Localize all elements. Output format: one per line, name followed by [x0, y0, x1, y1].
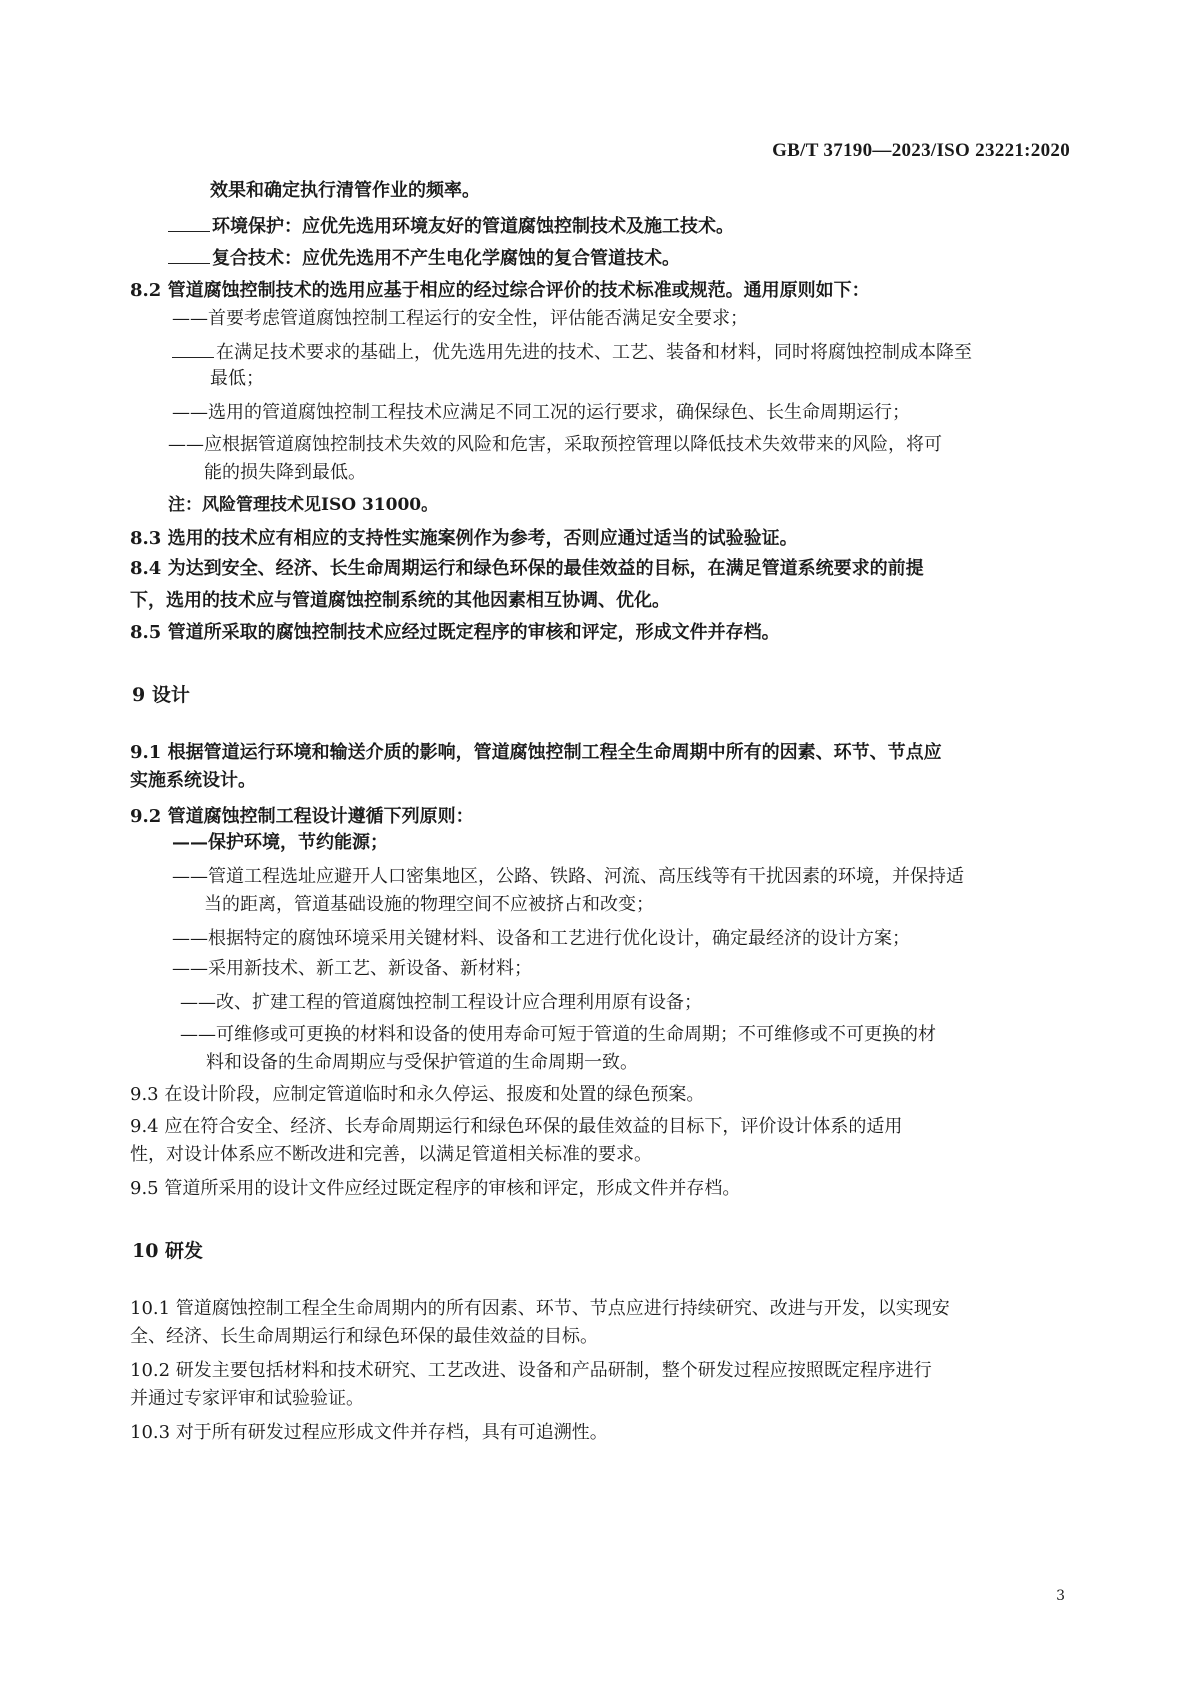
- clause-9-5: 9.5 管道所采用的设计文件应经过既定程序的审核和评定，形成文件并存档。: [130, 1178, 741, 1199]
- clause-8-4: 8.4 为达到安全、经济、长生命周期运行和绿色环保的最佳效益的目标，在满足管道系统要求的前提: [130, 558, 924, 579]
- list-item: ——保护环境，节约能源；: [172, 832, 388, 853]
- list-item: ——改、扩建工程的管道腐蚀控制工程设计应合理利用原有设备；: [180, 992, 702, 1013]
- list-item: ——选用的管道腐蚀控制工程技术应满足不同工况的运行要求，确保绿色、长生命周期运行；: [172, 402, 910, 423]
- blank-underline: [168, 214, 210, 232]
- text-line: 下，选用的技术应与管道腐蚀控制系统的其他因素相互协调、优化。: [130, 590, 670, 611]
- list-item: [168, 246, 680, 272]
- text-line: 效果和确定执行清管作业的频率。: [210, 180, 480, 201]
- text-line: 当的距离，管道基础设施的物理空间不应被挤占和改变；: [204, 894, 654, 915]
- clause-9-1: 9.1 根据管道运行环境和输送介质的影响，管道腐蚀控制工程全生命周期中所有的因素、环节、节点应: [130, 742, 942, 763]
- note: 注：风险管理技术见ISO 31000。: [168, 495, 439, 515]
- text-line: 性，对设计体系应不断改进和完善，以满足管道相关标准的要求。: [130, 1144, 652, 1165]
- list-item: [168, 214, 734, 240]
- text-line: 料和设备的生命周期应与受保护管道的生命周期一致。: [206, 1052, 638, 1073]
- clause-10-2: 10.2 研发主要包括材料和技术研究、工艺改进、设备和产品研制，整个研发过程应按照既定程序进行: [130, 1360, 932, 1381]
- clause-8-5: 8.5 管道所采取的腐蚀控制技术应经过既定程序的审核和评定，形成文件并存档。: [130, 622, 780, 643]
- blank-underline: [168, 246, 210, 264]
- text-line: 并通过专家评审和试验验证。: [130, 1388, 364, 1409]
- clause-10-1: 10.1 管道腐蚀控制工程全生命周期内的所有因素、环节、节点应进行持续研究、改进与开发，以实现安: [130, 1298, 950, 1319]
- list-item: ——采用新技术、新工艺、新设备、新材料；: [172, 958, 532, 979]
- text-line: 在满足技术要求的基础上，优先选用先进的技术、工艺、装备和材料，同时将腐蚀控制成本降至: [216, 342, 972, 363]
- text-line: 复合技术：应优先选用不产生电化学腐蚀的复合管道技术。: [212, 248, 680, 269]
- clause-9-2: 9.2 管道腐蚀控制工程设计遵循下列原则：: [130, 806, 474, 827]
- clause-10-3: 10.3 对于所有研发过程应形成文件并存档，具有可追溯性。: [130, 1422, 608, 1443]
- list-item: ——应根据管道腐蚀控制技术失效的风险和危害，采取预控管理以降低技术失效带来的风险，将可: [168, 434, 942, 455]
- text-line: 最低；: [210, 368, 264, 389]
- section-heading-10: 10 研发: [132, 1240, 204, 1262]
- text-line: 环境保护：应优先选用环境友好的管道腐蚀控制技术及施工技术。: [212, 216, 734, 237]
- clause-9-3: 9.3 在设计阶段，应制定管道临时和永久停运、报废和处置的绿色预案。: [130, 1084, 705, 1105]
- text-line: 全、经济、长生命周期运行和绿色环保的最佳效益的目标。: [130, 1326, 598, 1347]
- standard-code: GB/T 37190—2023/ISO 23221:2020: [772, 140, 1070, 161]
- clause-8-2: 8.2 管道腐蚀控制技术的选用应基于相应的经过综合评价的技术标准或规范。通用原则如下：: [130, 280, 870, 301]
- list-item: ——管道工程选址应避开人口密集地区，公路、铁路、河流、高压线等有干扰因素的环境，并保持适: [172, 866, 964, 887]
- list-item: ——根据特定的腐蚀环境采用关键材料、设备和工艺进行优化设计，确定最经济的设计方案；: [172, 928, 910, 949]
- text-line: 能的损失降到最低。: [204, 462, 366, 483]
- blank-underline: [172, 340, 214, 358]
- page-number: 3: [1056, 1588, 1065, 1604]
- list-item: ——可维修或可更换的材料和设备的使用寿命可短于管道的生命周期；不可维修或不可更换的材: [180, 1024, 936, 1045]
- text-line: 实施系统设计。: [130, 770, 256, 791]
- clause-9-4: 9.4 应在符合安全、经济、长寿命周期运行和绿色环保的最佳效益的目标下，评价设计体系的适用: [130, 1116, 903, 1137]
- list-item: [172, 340, 972, 366]
- clause-8-3: 8.3 选用的技术应有相应的支持性实施案例作为参考，否则应通过适当的试验验证。: [130, 528, 798, 549]
- section-heading-9: 9 设计: [132, 684, 190, 706]
- list-item: ——首要考虑管道腐蚀控制工程运行的安全性，评估能否满足安全要求；: [172, 308, 748, 329]
